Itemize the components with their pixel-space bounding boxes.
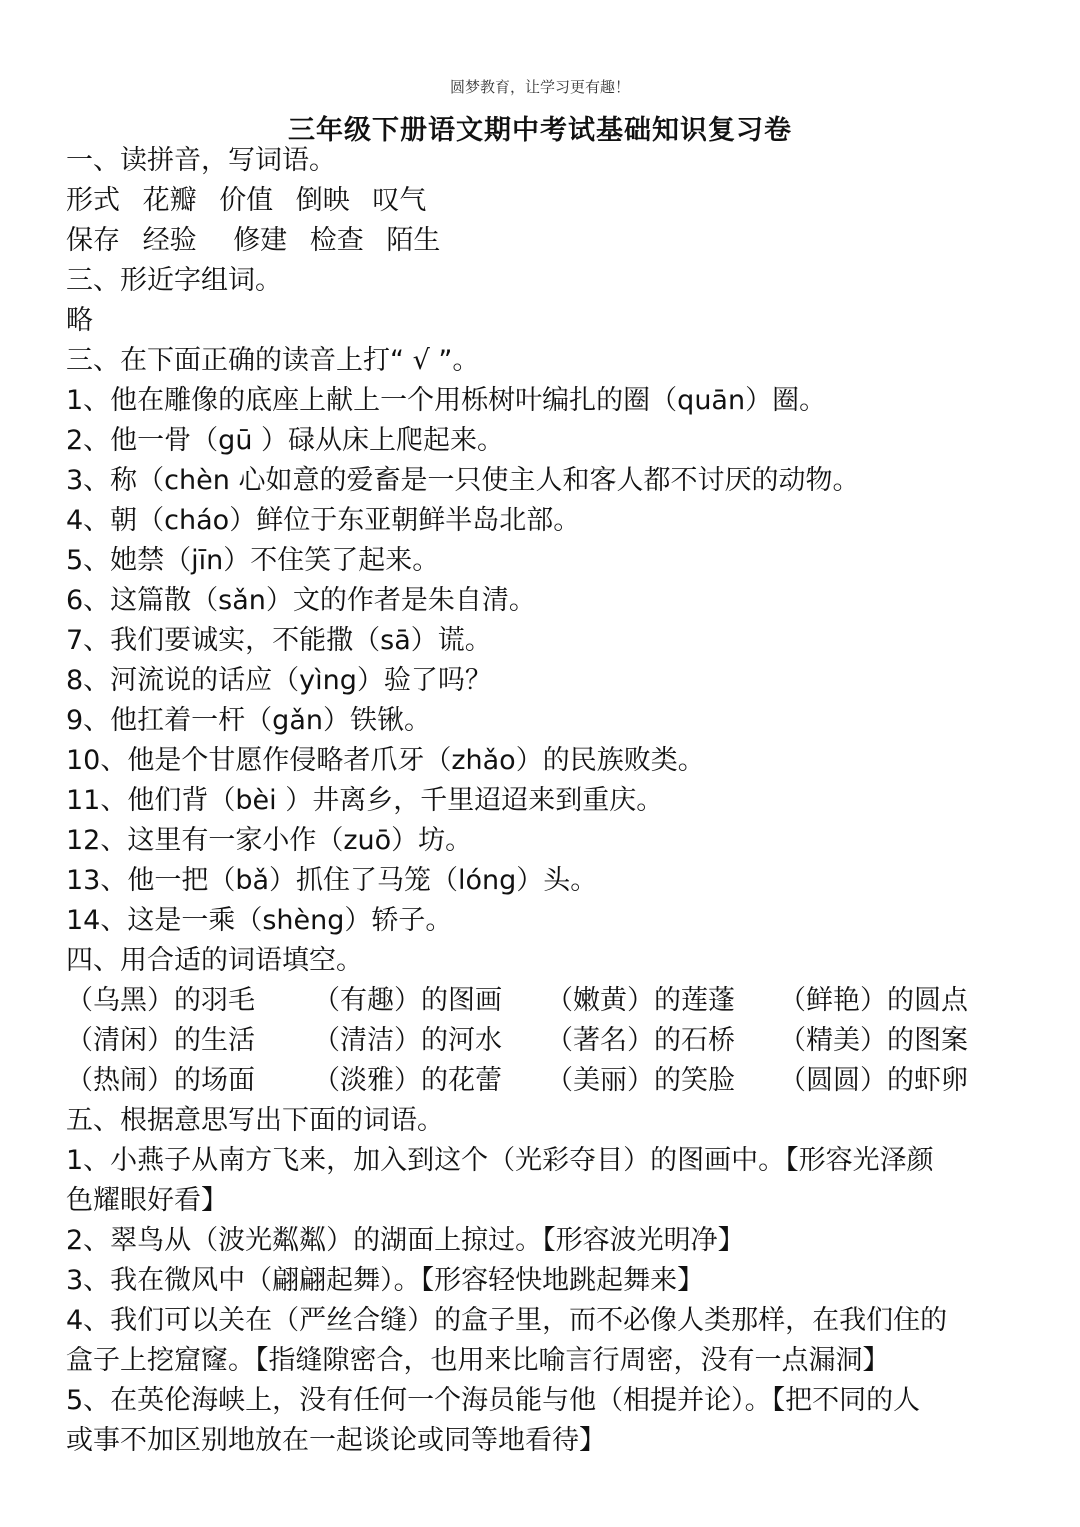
list-item: 4、朝（cháo）鲜位于东亚朝鲜半岛北部。: [66, 505, 581, 536]
text-line: 或事不加区别地放在一起谈论或同等地看待】: [66, 1425, 606, 1456]
word: 价值: [219, 185, 274, 216]
word: 形式: [66, 185, 120, 216]
text-line: 色耀眼好看】: [66, 1185, 228, 1216]
word: 经验: [142, 225, 197, 256]
fill-cell: （鲜艳）的圆点: [779, 985, 968, 1016]
list-item: 2、他一骨（gū ）碌从床上爬起来。: [66, 425, 505, 456]
word: 叹气: [372, 185, 427, 216]
word: 倒映: [295, 185, 350, 216]
fill-cell: （淡雅）的花蕾: [313, 1065, 502, 1096]
fill-cell: （清闲）的生活: [66, 1025, 255, 1056]
list-item: 9、他扛着一杆（gǎn）铁锹。: [66, 705, 431, 736]
fill-cell: （嫩黄）的莲蓬: [546, 985, 735, 1016]
list-item: 12、这里有一家小作（zuō）坊。: [66, 825, 473, 856]
section5-heading: 五、根据意思写出下面的词语。: [66, 1105, 444, 1136]
worksheet-content: [66, 141, 1026, 1461]
section2-answer: 略: [66, 305, 93, 336]
fill-cell: （美丽）的笑脸: [546, 1065, 735, 1096]
list-item: 6、这篇散（sǎn）文的作者是朱自清。: [66, 585, 536, 616]
word: 陌生: [386, 225, 441, 256]
list-item: 11、他们背（bèi ）井离乡，千里迢迢来到重庆。: [66, 785, 664, 816]
text-line: 5、在英伦海峡上，没有任何一个海员能与他（相提并论）。【把不同的人: [66, 1385, 921, 1416]
page-title: 三年级下册语文期中考试基础知识复习卷: [288, 115, 792, 146]
section1-heading: 一、读拼音，写词语。: [66, 145, 336, 176]
section3-heading: 三、在下面正确的读音上打“ √ ”。: [66, 345, 480, 376]
page-header: 圆梦教育，让学习更有趣！: [449, 78, 630, 96]
word: 保存: [66, 225, 120, 256]
list-item: 5、她禁（jīn）不住笑了起来。: [66, 545, 440, 576]
fill-cell: （热闹）的场面: [66, 1065, 255, 1096]
list-item: 10、他是个甘愿作侵略者爪牙（zhǎo）的民族败类。: [66, 745, 705, 776]
word: 修建: [233, 225, 288, 256]
fill-row: [66, 981, 1026, 1021]
list-item: 3、称（chèn 心如意的爱畜是一只使主人和客人都不讨厌的动物。: [66, 465, 860, 496]
word: 花瓣: [142, 185, 197, 216]
list-item: 7、我们要诚实，不能撒（sā）谎。: [66, 625, 492, 656]
list-item: 8、河流说的话应（yìng）验了吗？: [66, 665, 492, 696]
text-line: 盒子上挖窟窿。【指缝隙密合，也用来比喻言行周密，没有一点漏洞】: [66, 1345, 890, 1376]
fill-row: [66, 1061, 1026, 1101]
text-line: 2、翠鸟从（波光粼粼）的湖面上掠过。【形容波光明净】: [66, 1225, 745, 1256]
text-line: 3、我在微风中（翩翩起舞）。【形容轻快地跳起舞来】: [66, 1265, 705, 1296]
list-item: 1、他在雕像的底座上献上一个用栎树叶编扎的圈（quān）圈。: [66, 385, 827, 416]
section4-heading: 四、用合适的词语填空。: [66, 945, 363, 976]
fill-cell: （清洁）的河水: [313, 1025, 502, 1056]
fill-cell: （圆圆）的虾卵: [779, 1065, 968, 1096]
section1-word-row-1: [66, 181, 1026, 221]
word: 检查: [309, 225, 364, 256]
fill-cell: （著名）的石桥: [546, 1025, 735, 1056]
fill-cell: （精美）的图案: [779, 1025, 968, 1056]
fill-row: [66, 1021, 1026, 1061]
fill-cell: （有趣）的图画: [313, 985, 502, 1016]
list-item: 14、这是一乘（shèng）轿子。: [66, 905, 453, 936]
list-item: 13、他一把（bǎ）抓住了马笼（lóng）头。: [66, 865, 598, 896]
section2-heading: 三、形近字组词。: [66, 265, 282, 296]
text-line: 4、我们可以关在（严丝合缝）的盒子里，而不必像人类那样，在我们住的: [66, 1305, 948, 1336]
fill-cell: （乌黑）的羽毛: [66, 985, 255, 1016]
text-line: 1、小燕子从南方飞来，加入到这个（光彩夺目）的图画中。【形容光泽颜: [66, 1145, 934, 1176]
section1-word-row-2: [66, 221, 1026, 261]
